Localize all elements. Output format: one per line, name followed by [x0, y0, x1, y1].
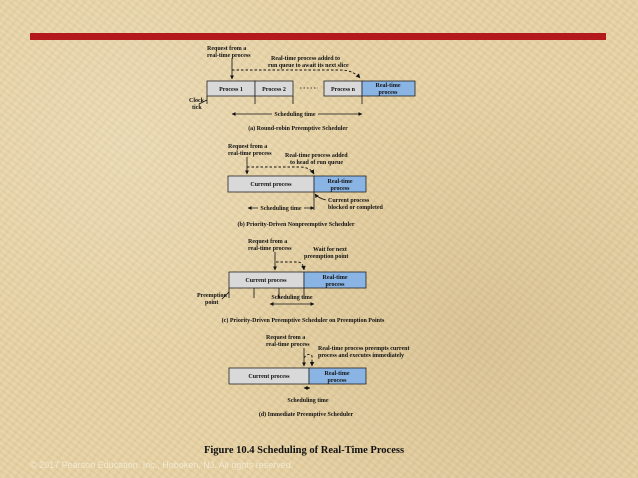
panel-c-caption: (c) Priority-Driven Preemptive Scheduler on Preemption Points — [221, 318, 385, 324]
panel-c-realtime-label: Real-time — [322, 275, 348, 281]
panel-d-preempts-label-2: process and executes immediately — [318, 353, 405, 359]
process-n-label: Process n — [330, 87, 356, 93]
panel-d-realtime-label-2: process — [327, 378, 347, 384]
panel-d-caption: (d) Immediate Preemptive Scheduler — [258, 412, 354, 418]
panel-a-added-label-2: run queue to await its next slice — [268, 63, 349, 69]
panel-a-round-robin — [189, 46, 415, 132]
panel-c-wait-label-2: preemption point — [304, 254, 349, 260]
panel-c-current-process-label: Current process — [245, 278, 287, 284]
panel-d-preempt-arrow — [304, 354, 312, 366]
panel-c-request-label: Request from a — [248, 239, 288, 245]
panel-c-scheduling-time-label: Scheduling time — [271, 295, 313, 301]
panel-b-realtime-label-2: process — [330, 186, 350, 192]
panel-a-request-label: Request from a — [207, 46, 247, 52]
panel-b-caption: (b) Priority-Driven Nonpreemptive Scheduler — [237, 222, 355, 228]
panel-d-request-label: Request from a — [266, 335, 306, 341]
process-2-label: Process 2 — [262, 87, 286, 93]
panel-a-added-label: Real-time process added to — [271, 56, 341, 62]
panel-b-scheduling-time-label: Scheduling time — [260, 206, 302, 212]
preemption-point-label-2: point — [205, 300, 219, 306]
panel-b-nonpreemptive — [228, 144, 384, 228]
panel-b-added-label-2: to head of run queue — [290, 160, 344, 166]
panel-a-realtime-label-2: process — [378, 90, 398, 96]
panel-a-queue-arrow — [232, 70, 360, 78]
panel-d-immediate — [229, 335, 409, 418]
panel-b-blocked-pointer — [315, 194, 326, 200]
panel-c-wait-arrow — [276, 262, 304, 270]
copyright-notice: © 2017 Pearson Education, Inc., Hoboken, NJ. All rights reserved. — [30, 460, 294, 470]
panel-d-realtime-label: Real-time — [324, 371, 350, 377]
panel-c-realtime-label-2: process — [325, 282, 345, 288]
panel-b-request-label-2: real-time process — [228, 151, 272, 157]
panel-a-caption: (a) Round-robin Preemptive Scheduler — [248, 126, 348, 132]
panel-a-request-label-2: real-time process — [207, 53, 251, 59]
panel-c-request-label-2: real-time process — [248, 246, 292, 252]
panel-b-realtime-label: Real-time — [327, 179, 353, 185]
panel-c-wait-label: Wait for next — [313, 247, 347, 253]
panel-d-request-label-2: real-time process — [266, 342, 310, 348]
panel-d-preempts-label: Real-time process preempts current — [318, 346, 410, 352]
panel-b-current-process-label: Current process — [250, 182, 292, 188]
panel-d-current-process-label: Current process — [248, 374, 290, 380]
preemption-point-label: Preemption — [197, 293, 227, 299]
panel-a-realtime-label: Real-time — [375, 83, 401, 89]
panel-c-preemption-points — [197, 239, 385, 324]
clock-tick-label-2: tick — [192, 105, 202, 111]
process-1-label: Process 1 — [219, 87, 243, 93]
panel-b-head-arrow — [247, 167, 314, 174]
panel-b-added-label: Real-time process added — [285, 153, 348, 159]
clock-tick-label: Clock — [189, 98, 204, 104]
figure-title: Figure 10.4 Scheduling of Real-Time Process — [203, 445, 405, 456]
panel-d-scheduling-time-label: Scheduling time — [287, 398, 329, 404]
panel-b-blocked-label-2: blocked or completed — [328, 205, 383, 211]
panel-b-request-label: Request from a — [228, 144, 268, 150]
panel-a-scheduling-time-label: Scheduling time — [274, 112, 316, 118]
panel-b-blocked-label: Current process — [328, 198, 370, 204]
